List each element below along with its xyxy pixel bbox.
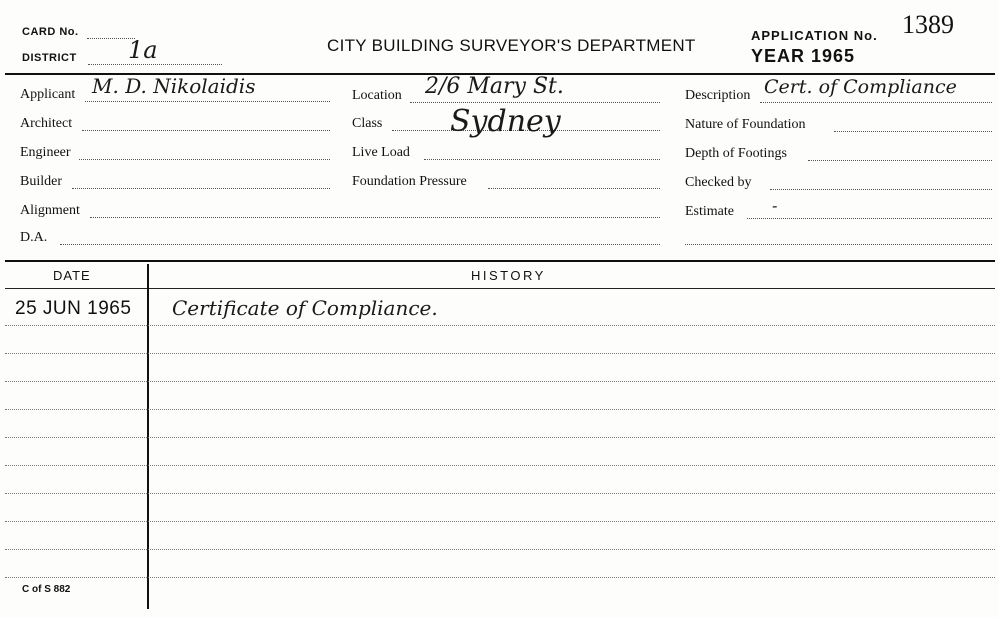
year-label: YEAR 1965 [751, 46, 856, 66]
district-label: DISTRICT [22, 52, 77, 64]
district-value: 1a [128, 36, 158, 64]
engineer-line [79, 159, 330, 160]
history-rule [5, 549, 995, 550]
alignment-label: Alignment [20, 203, 80, 218]
engineer-label: Engineer [20, 145, 71, 160]
nature-of-foundation-line [834, 131, 992, 132]
checked-by-line [770, 189, 992, 190]
foundation-pressure-line [488, 188, 660, 189]
card-no-label: CARD No. [22, 26, 79, 38]
history-rule [5, 577, 995, 578]
history-rule [5, 381, 995, 382]
architect-label: Architect [20, 116, 73, 131]
alignment-line [90, 217, 660, 218]
history-rule [5, 493, 995, 494]
checked-by-label: Checked by [685, 175, 752, 190]
da-label: D.A. [20, 230, 48, 245]
blank-line [685, 244, 992, 245]
history-entry-text: Certificate of Compliance. [172, 296, 438, 320]
estimate-line [747, 218, 992, 219]
history-header-rule [5, 288, 995, 289]
history-rule [5, 437, 995, 438]
history-entry-date: 25 JUN 1965 [15, 298, 132, 319]
history-column-header: HISTORY [471, 268, 546, 283]
builder-label: Builder [20, 174, 62, 189]
architect-line [82, 130, 330, 131]
description-label: Description [685, 88, 751, 103]
history-rule [5, 409, 995, 410]
live-load-label: Live Load [352, 145, 410, 160]
applicant-value: M. D. Nikolaidis [92, 74, 256, 98]
applicant-line [85, 101, 330, 102]
depth-of-footings-label: Depth of Footings [685, 146, 787, 161]
nature-of-foundation-label: Nature of Foundation [685, 117, 806, 132]
district-line [88, 64, 222, 65]
location-value: 2/6 Mary St. [425, 74, 564, 99]
department-title: CITY BUILDING SURVEYOR'S DEPARTMENT [327, 36, 696, 55]
class-value: Sydney [450, 104, 561, 139]
history-rule [5, 353, 995, 354]
estimate-label: Estimate [685, 204, 734, 219]
history-top-rule [5, 260, 995, 262]
live-load-line [424, 159, 660, 160]
location-line [410, 102, 660, 103]
description-line [760, 102, 992, 103]
date-column-header: DATE [53, 268, 91, 283]
form-code: C of S 882 [22, 584, 71, 595]
builder-line [72, 188, 330, 189]
history-rule [5, 465, 995, 466]
foundation-pressure-label: Foundation Pressure [352, 174, 467, 189]
history-rule [5, 325, 995, 326]
history-rule [5, 521, 995, 522]
depth-of-footings-line [808, 160, 992, 161]
description-value: Cert. of Compliance [764, 76, 957, 98]
da-line [60, 244, 660, 245]
class-label: Class [352, 116, 383, 131]
location-label: Location [352, 88, 402, 103]
estimate-value: - [772, 196, 778, 215]
application-no-value: 1389 [902, 10, 954, 39]
application-no-label: APPLICATION No. [751, 28, 878, 43]
applicant-label: Applicant [20, 87, 76, 102]
